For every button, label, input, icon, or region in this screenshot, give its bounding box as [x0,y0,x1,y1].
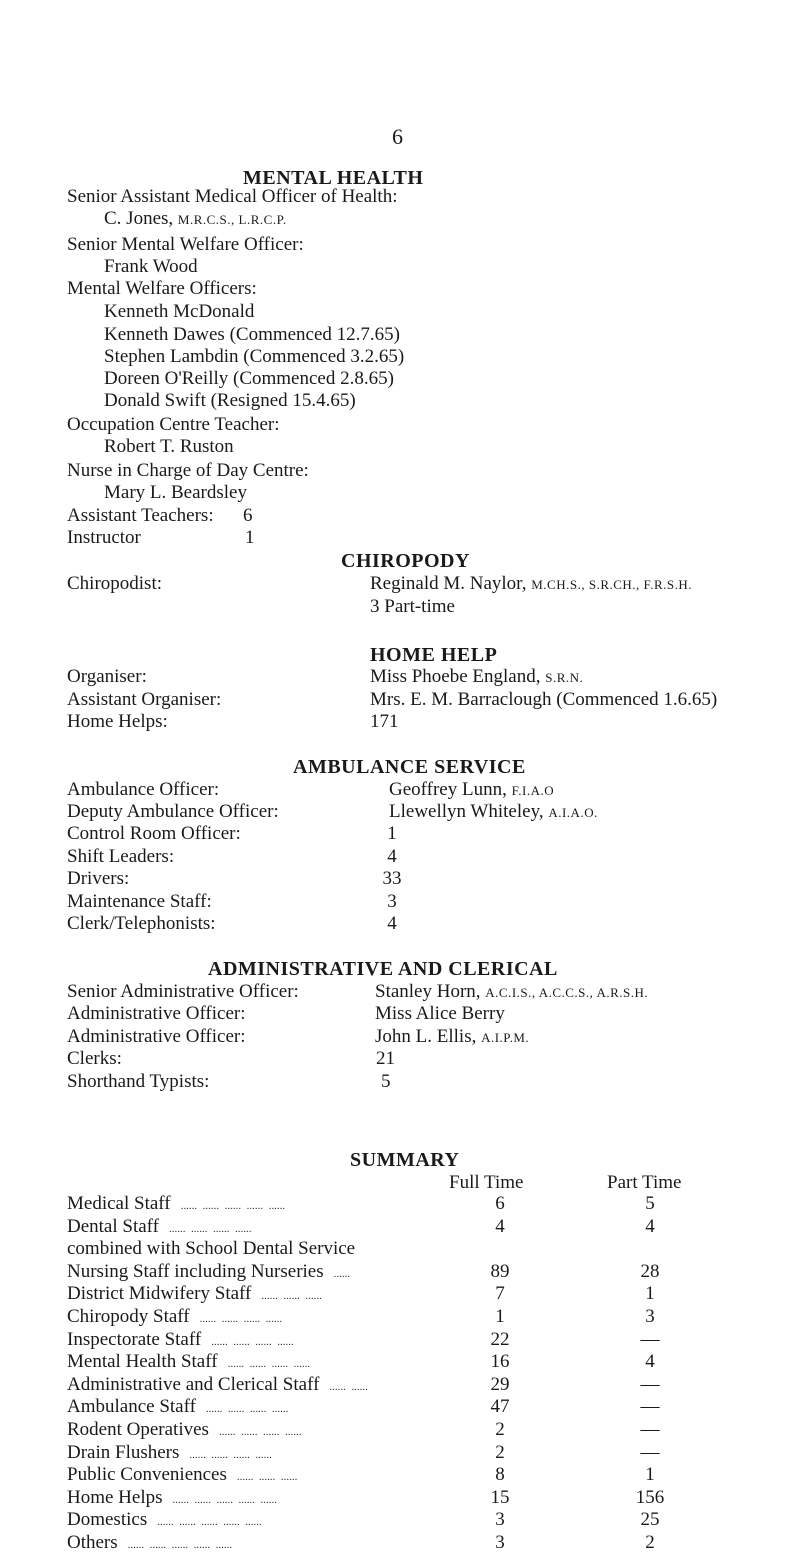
summary-row-text: Dental Staff [67,1216,159,1237]
chiropodist-name: Reginald M. Naylor, [370,573,527,594]
summary-col-full: Full Time [449,1172,524,1193]
summary-full-time: 3 [495,1532,505,1553]
summary-row-leader: ...... ...... ...... ...... [189,1449,272,1461]
summary-row-text: Rodent Operatives [67,1419,209,1440]
samo-quals: M.R.C.S., L.R.C.P. [177,212,287,227]
ambulance-value-text: Geoffrey Lunn, [389,779,507,800]
mwo-item: Donald Swift (Resigned 15.4.65) [104,390,356,411]
mwo-title: Mental Welfare Officers: [67,278,257,299]
summary-part-time: — [640,1329,660,1350]
asst-teachers-value: 6 [243,505,253,526]
summary-row-leader: ...... ...... ...... ...... [211,1336,294,1348]
summary-row-label [67,1442,272,1466]
admin-value-text: Stanley Horn, [375,981,481,1002]
summary-row-text: Ambulance Staff [67,1396,196,1417]
summary-part-time: 156 [635,1487,665,1508]
summary-row-leader: ...... ...... ...... ...... [227,1358,311,1370]
organiser-label: Organiser: [67,666,147,687]
asst-organiser-label: Assistant Organiser: [67,689,222,710]
smwo-name: Frank Wood [104,256,198,277]
instructor-label: Instructor [67,527,141,548]
oct-title: Occupation Centre Teacher: [67,414,280,435]
ambulance-label: Deputy Ambulance Officer: [67,801,279,822]
admin-label: Shorthand Typists: [67,1071,210,1092]
summary-full-time: 8 [495,1464,505,1485]
mwo-item: Doreen O'Reilly (Commenced 2.8.65) [104,368,394,389]
admin-label: Administrative Officer: [67,1026,246,1047]
summary-row-leader: ...... [333,1268,351,1280]
ambulance-label: Control Room Officer: [67,823,241,844]
summary-part-time: 4 [645,1351,655,1372]
admin-value [375,1026,529,1049]
summary-row-label [67,1329,294,1353]
summary-row-leader: ...... ...... ...... [261,1290,322,1302]
samo-name: C. Jones, [104,208,174,229]
summary-col-part: Part Time [607,1172,682,1193]
summary-row-leader: ...... ...... ...... ...... [205,1403,289,1415]
summary-row-text: Mental Health Staff [67,1351,218,1372]
summary-full-time: 3 [495,1509,505,1530]
chiropody-note: 3 Part-time [370,596,455,617]
ambulance-quals: F.I.A.O [511,783,555,798]
admin-value [375,981,648,1004]
summary-part-time: 28 [640,1261,660,1282]
instructor-value: 1 [245,527,255,548]
admin-label: Senior Administrative Officer: [67,981,299,1002]
ambulance-quals: A.I.A.O. [548,805,598,820]
chiropodist-label: Chiropodist: [67,573,163,594]
organiser-line [370,666,583,689]
summary-row-leader: ...... ...... ...... ...... ...... [127,1539,233,1551]
summary-part-time: 3 [645,1306,655,1327]
summary-full-time: 22 [490,1329,510,1350]
summary-row-label [67,1238,355,1260]
summary-part-time: — [640,1374,660,1395]
nurse-title: Nurse in Charge of Day Centre: [67,460,309,481]
mental-health-heading: MENTAL HEALTH [243,167,424,189]
summary-row-label [67,1306,282,1330]
summary-full-time: 89 [490,1261,510,1282]
summary-full-time: 15 [490,1487,510,1508]
summary-row-label [67,1283,322,1307]
admin-quals: A.C.I.S., A.C.C.S., A.R.S.H. [485,985,649,1000]
summary-row-leader: ...... ...... ...... [236,1471,298,1483]
home-help-heading: HOME HELP [370,644,498,666]
summary-row-text: Medical Staff [67,1193,171,1214]
summary-row-text: Administrative and Clerical Staff [67,1374,320,1395]
summary-row-label [67,1487,277,1511]
summary-row-leader: ...... ...... ...... ...... ...... [172,1494,278,1506]
summary-row-label [67,1509,262,1533]
summary-full-time: 6 [495,1193,505,1214]
summary-full-time: 29 [490,1374,510,1395]
summary-part-time: 25 [640,1509,660,1530]
summary-full-time: 4 [495,1216,505,1237]
summary-row-text: Chiropody Staff [67,1306,190,1327]
samo-line [104,208,287,231]
ambulance-label: Drivers: [67,868,130,889]
ambulance-value: 4 [387,846,397,867]
summary-row-leader: ...... ...... ...... ...... ...... [180,1200,286,1212]
mwo-item: Kenneth Dawes (Commenced 12.7.65) [104,324,401,345]
oct-name: Robert T. Ruston [104,436,234,457]
admin-value: 21 [376,1048,395,1069]
admin-value: Miss Alice Berry [375,1003,505,1024]
summary-row-text: Domestics [67,1509,148,1530]
summary-row-label [67,1261,350,1285]
summary-full-time: 1 [495,1306,505,1327]
summary-full-time: 7 [495,1283,505,1304]
admin-label: Administrative Officer: [67,1003,246,1024]
ambulance-value: 1 [387,823,397,844]
asst-organiser-name: Mrs. E. M. Barraclough (Commenced 1.6.65) [370,689,718,710]
summary-part-time: 2 [645,1532,655,1553]
summary-row-text: combined with School Dental Service [67,1238,356,1259]
chiropodist-line [370,573,692,596]
summary-row-text: Nursing Staff including Nurseries [67,1261,324,1282]
summary-row-label [67,1532,232,1556]
ambulance-value: 33 [382,868,402,889]
summary-part-time: 5 [645,1193,655,1214]
summary-full-time: 47 [490,1396,510,1417]
organiser-quals: S.R.N. [545,670,584,685]
ambulance-label: Clerk/Telephonists: [67,913,216,934]
summary-row-leader: ...... ...... ...... ...... ...... [157,1516,262,1528]
ambulance-value: 4 [387,913,397,934]
summary-part-time: 4 [645,1216,655,1237]
summary-row-leader: ...... ...... ...... ...... [218,1426,302,1438]
home-helps-label: Home Helps: [67,711,168,732]
ambulance-value-text: Llewellyn Whiteley, [389,801,544,822]
ambulance-value [389,801,598,824]
summary-row-label [67,1419,301,1443]
chiropodist-quals: M.CH.S., S.R.CH., F.R.S.H. [531,577,693,592]
summary-part-time: — [640,1396,660,1417]
summary-part-time: — [640,1419,660,1440]
summary-row-leader: ...... ...... ...... ...... [169,1223,252,1235]
summary-row-label [67,1374,368,1398]
summary-row-label [67,1193,285,1217]
ambulance-label: Shift Leaders: [67,846,175,867]
summary-row-leader: ...... ...... [329,1381,368,1393]
organiser-name: Miss Phoebe England, [370,666,541,687]
mwo-item: Kenneth McDonald [104,301,255,322]
chiropody-heading: CHIROPODY [341,550,470,572]
smwo-title: Senior Mental Welfare Officer: [67,234,304,255]
samo-title: Senior Assistant Medical Officer of Health: [67,186,398,207]
summary-heading: SUMMARY [350,1149,460,1171]
summary-row-label [67,1464,297,1488]
summary-row-text: Others [67,1532,118,1553]
page-number: 6 [392,124,403,149]
ambulance-value: 3 [387,891,397,912]
admin-value-text: John L. Ellis, [375,1026,477,1047]
admin-quals: A.I.P.M. [481,1030,530,1045]
admin-label: Clerks: [67,1048,122,1069]
ambulance-label: Maintenance Staff: [67,891,212,912]
ambulance-value [389,779,554,802]
ambulance-label: Ambulance Officer: [67,779,220,800]
summary-row-text: Drain Flushers [67,1442,180,1463]
summary-part-time: 1 [645,1464,655,1485]
summary-row-text: Public Conveniences [67,1464,227,1485]
summary-row-text: Inspectorate Staff [67,1329,202,1350]
ambulance-heading: AMBULANCE SERVICE [293,756,526,778]
summary-row-label [67,1396,288,1420]
summary-row-text: District Midwifery Staff [67,1283,252,1304]
nurse-name: Mary L. Beardsley [104,482,247,503]
summary-part-time: 1 [645,1283,655,1304]
summary-row-label [67,1216,252,1240]
admin-heading: ADMINISTRATIVE AND CLERICAL [208,958,558,980]
summary-row-text: Home Helps [67,1487,163,1508]
summary-row-label [67,1351,310,1375]
summary-row-leader: ...... ...... ...... ...... [199,1313,283,1325]
summary-part-time: — [640,1442,660,1463]
summary-full-time: 2 [495,1419,505,1440]
summary-full-time: 2 [495,1442,505,1463]
summary-full-time: 16 [490,1351,510,1372]
admin-value: 5 [381,1071,391,1092]
home-helps-value: 171 [370,711,399,732]
asst-teachers-label: Assistant Teachers: [67,505,214,526]
mwo-item: Stephen Lambdin (Commenced 3.2.65) [104,346,405,367]
